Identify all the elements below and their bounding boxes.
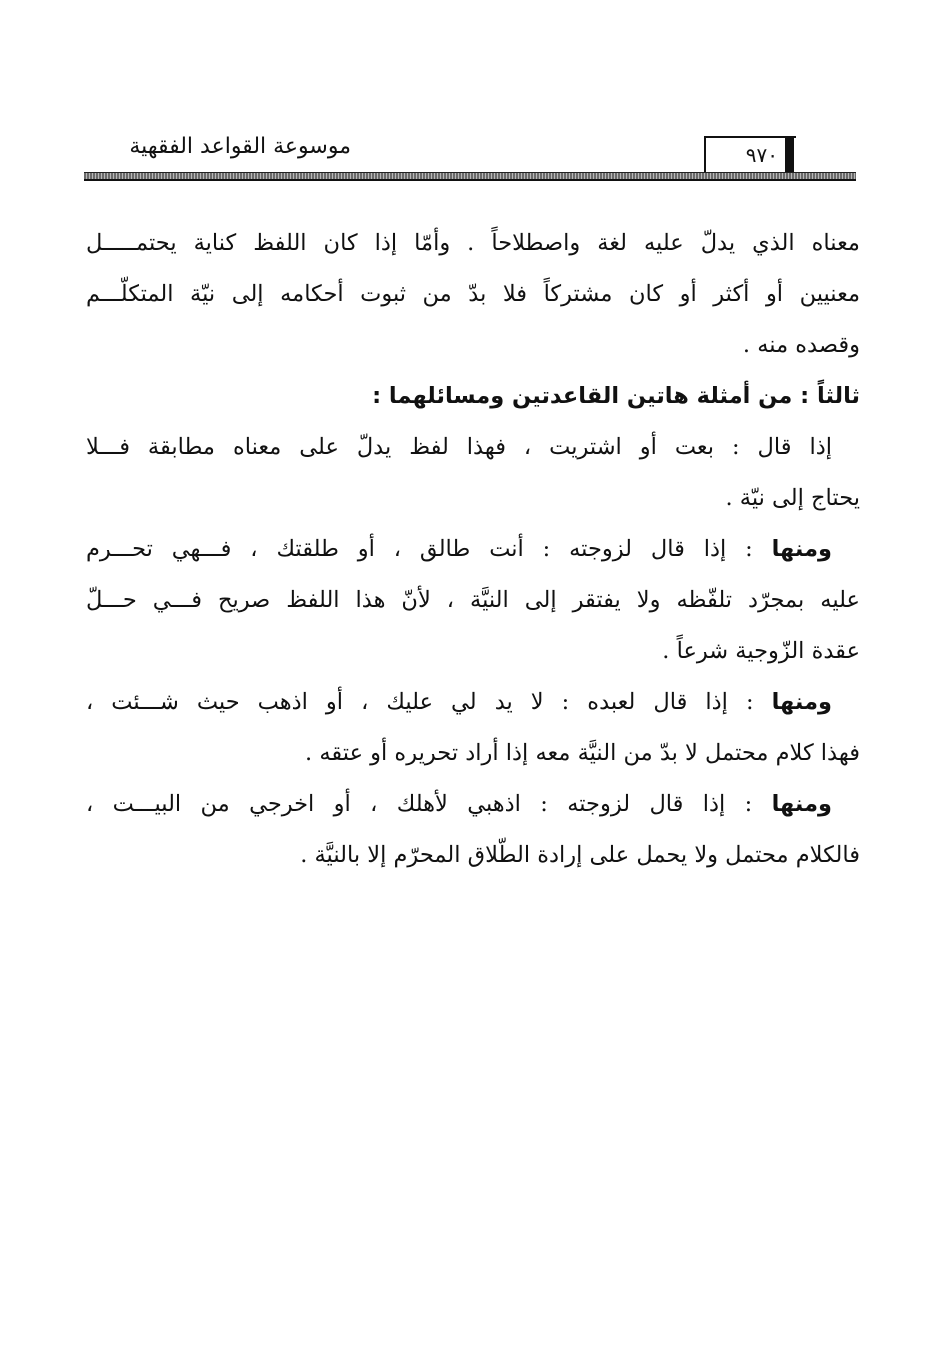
paragraph-3: [86, 524, 860, 677]
header-rule: [84, 172, 856, 181]
text-line: معنيين أو أكثر أو كان مشتركاً فلا بدّ من ثبوت أحكامه إلى نيّة المتكلّـــم: [86, 281, 860, 307]
section-heading: [86, 371, 860, 422]
keyword: ومنها: [771, 791, 832, 817]
text-line-with-keyword: [86, 677, 860, 728]
text-line: إذا قال : بعت أو اشتريت ، فهذا لفظ يدلّ على معناه مطابقة فـــلا: [86, 434, 832, 460]
paragraph-5: [86, 779, 860, 881]
text-line-with-keyword: [86, 779, 860, 830]
paragraph-4: [86, 677, 860, 779]
paragraph-2: [86, 422, 860, 524]
text-line: عليه بمجرّد تلفّظه ولا يفتقر إلى النيَّة ، لأنّ هذا اللفظ صريح فـــي حـــلّ: [86, 587, 860, 613]
heading-line: ثالثاً : من أمثلة هاتين القاعدتين ومسائلهما :: [372, 383, 860, 409]
page-number: ٩٧٠: [745, 143, 778, 167]
text-line: معناه الذي يدلّ عليه لغة واصطلاحاً . وأمّا إذا كان اللفظ كناية يحتمـــــل: [86, 230, 860, 256]
keyword: ومنها: [771, 536, 832, 562]
text-line: فالكلام محتمل ولا يحمل على إرادة الطّلاق المحرّم إلا بالنيَّة .: [300, 842, 860, 868]
book-title: موسوعة القواعد الفقهية: [129, 134, 351, 159]
text-line: عقدة الزّوجية شرعاً .: [662, 638, 860, 664]
running-header: [84, 128, 856, 186]
line-text: : إذا قال لزوجته : اذهبي لأهلك ، أو اخرجي من البيـــت ،: [86, 791, 753, 817]
text-line: وقصده منه .: [742, 332, 860, 358]
line-text: : إذا قال لزوجته : أنت طالق ، أو طلقتك ، فـــهي تحـــرم: [86, 536, 753, 562]
keyword: ومنها: [771, 689, 833, 715]
paragraph-1: [86, 218, 860, 371]
text-line: فهذا كلام محتمل لا بدّ من النيَّة معه إذا أراد تحريره أو عتقه .: [305, 740, 860, 766]
text-line: يحتاج إلى نيّة .: [725, 485, 860, 511]
line-text: : إذا قال لعبده : لا يد لي عليك ، أو اذهب حيث شـــئت ،: [86, 689, 754, 715]
body-text: [86, 218, 860, 881]
text-line-with-keyword: [86, 524, 860, 575]
